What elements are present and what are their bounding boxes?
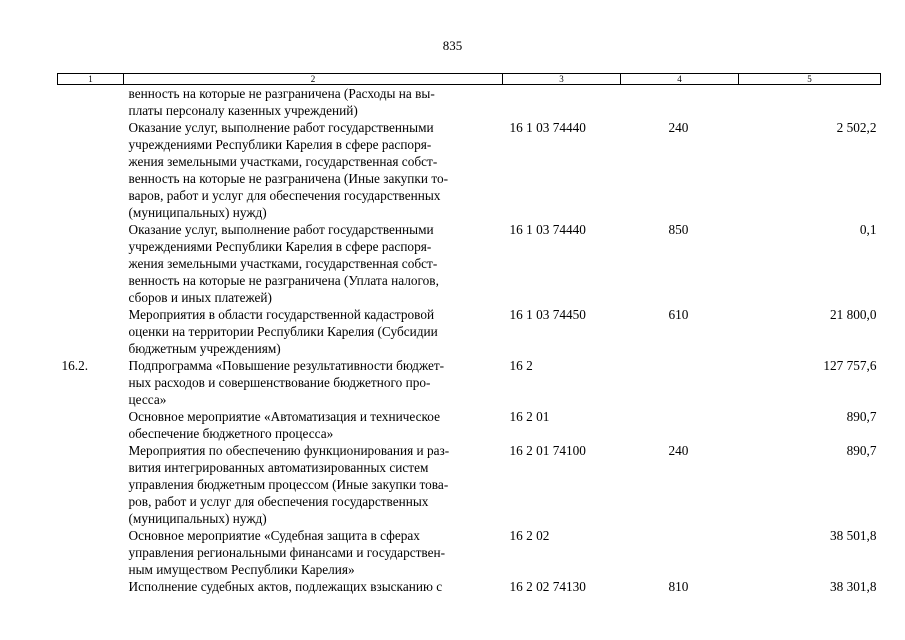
expense-type-code [621,357,739,408]
row-description [124,408,503,442]
description-line: оценки на территории Республики Карелия (Субсидии [128,324,438,339]
table-row [58,408,881,442]
table-header [58,74,881,85]
row-description [124,85,503,120]
table-row [58,578,881,595]
description-line: (муниципальных) нужд) [128,205,267,220]
expense-type-code: 610 [668,307,689,322]
target-article-code: 16 2 [509,358,533,373]
row-number [58,442,124,527]
row-description [124,527,503,578]
row-description [124,578,503,595]
amount: 38 501,8 [829,528,877,543]
description-line: бюджетным учреждениям) [128,341,281,356]
row-description [124,119,503,221]
row-description [124,357,503,408]
description-line: учреждениями Республики Карелия в сфере распоря- [128,137,432,152]
table-row [58,221,881,306]
row-description [124,306,503,357]
target-article-code: 16 2 01 74100 [509,443,586,458]
row-number [58,527,124,578]
table-row [58,357,881,408]
description-line: Подпрограмма «Повышение результативности бюджет- [128,358,445,373]
description-line: ным имуществом Республики Карелия» [128,562,355,577]
table-row [58,442,881,527]
column-header-3: 3 [503,74,621,85]
row-number: 16.2. [61,358,89,373]
expense-type-code [621,408,739,442]
column-header-1: 1 [58,74,124,85]
page-number: 835 [442,38,463,53]
expense-type-code: 810 [668,579,689,594]
table-row [58,527,881,578]
table-row [58,119,881,221]
row-number [58,408,124,442]
row-number [58,221,124,306]
description-line: вития интегрированных автоматизированных систем [128,460,429,475]
description-line: Исполнение судебных актов, подлежащих взысканию с [128,579,443,594]
column-header-2: 2 [124,74,503,85]
column-header-4: 4 [621,74,739,85]
expense-type-code: 240 [668,120,689,135]
description-line: учреждениями Республики Карелия в сфере распоря- [128,239,432,254]
amount: 2 502,2 [836,120,877,135]
column-header-5: 5 [739,74,881,85]
amount: 0,1 [859,222,877,237]
expense-type-code: 850 [668,222,689,237]
description-line: Мероприятия в области государственной кадастровой [128,307,435,322]
description-line: цесса» [128,392,167,407]
target-article-code: 16 2 02 [509,528,550,543]
description-line: (муниципальных) нужд) [128,511,267,526]
description-line: венность на которые не разграничена (Иные закупки то- [128,171,449,186]
description-line: ров, работ и услуг для обеспечения государственных [128,494,429,509]
amount: 890,7 [846,409,877,424]
description-line: платы персоналу казенных учреждений) [128,103,358,118]
row-description [124,221,503,306]
table-body [58,85,881,596]
amount: 38 301,8 [829,579,877,594]
expense-type-code [621,527,739,578]
target-article-code: 16 2 01 [509,409,550,424]
row-number [58,85,124,120]
description-line: варов, работ и услуг для обеспечения государственных [128,188,441,203]
row-description [124,442,503,527]
row-number [58,119,124,221]
description-line: Основное мероприятие «Автоматизация и техническое [128,409,441,424]
target-article-code: 16 2 02 74130 [509,579,586,594]
description-line: Оказание услуг, выполнение работ государственными [128,120,434,135]
target-article-code [503,85,621,120]
amount: 890,7 [846,443,877,458]
description-line: обеспечение бюджетного процесса» [128,426,334,441]
table-row [58,306,881,357]
expense-type-code [621,85,739,120]
table-row [58,85,881,120]
target-article-code: 16 1 03 74440 [509,120,586,135]
description-line: ных расходов и совершенствование бюджетного про- [128,375,431,390]
budget-table [57,73,881,595]
row-number [58,306,124,357]
amount: 127 757,6 [823,358,877,373]
target-article-code: 16 1 03 74450 [509,307,586,322]
row-number [58,578,124,595]
expense-type-code: 240 [668,443,689,458]
description-line: жения земельными участками, государственная собст- [128,256,438,271]
description-line: жения земельными участками, государственная собст- [128,154,438,169]
amount: 21 800,0 [829,307,877,322]
description-line: Основное мероприятие «Судебная защита в сферах [128,528,420,543]
description-line: управления региональными финансами и государствен- [128,545,446,560]
description-line: венность на которые не разграничена (Расходы на вы- [128,86,435,101]
target-article-code: 16 1 03 74440 [509,222,586,237]
description-line: Оказание услуг, выполнение работ государственными [128,222,434,237]
description-line: венность на которые не разграничена (Уплата налогов, [128,273,439,288]
description-line: управления бюджетным процессом (Иные закупки това- [128,477,449,492]
description-line: сборов и иных платежей) [128,290,272,305]
amount [739,85,881,120]
description-line: Мероприятия по обеспечению функционирования и раз- [128,443,450,458]
